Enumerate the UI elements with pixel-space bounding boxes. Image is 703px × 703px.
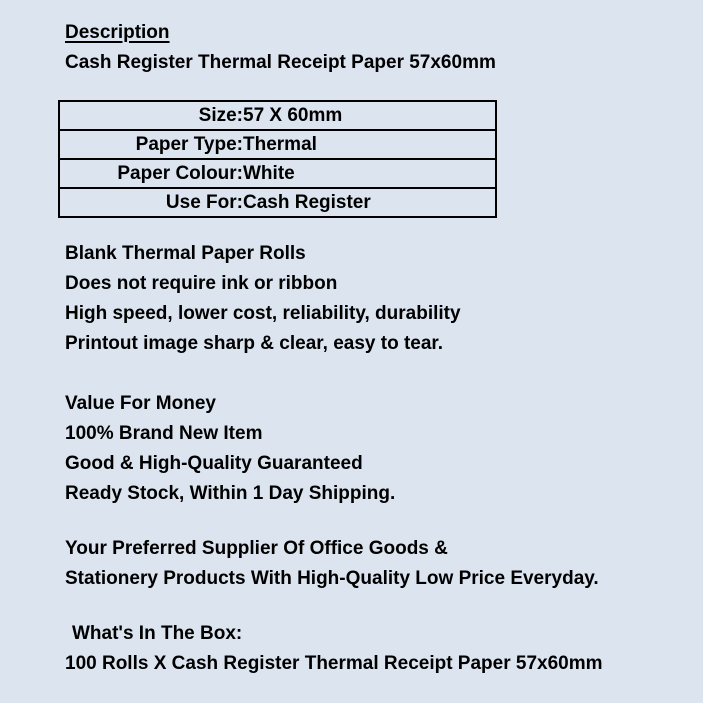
spec-label: Use For: bbox=[59, 188, 243, 217]
box-contents-heading: What's In The Box: bbox=[72, 623, 243, 644]
spec-value: 57 X 60mm bbox=[243, 104, 343, 126]
spec-row-paper-colour bbox=[59, 159, 496, 188]
spec-row-paper-type bbox=[59, 130, 496, 159]
text-line: Ready Stock, Within 1 Day Shipping. bbox=[65, 483, 396, 504]
text-line: Value For Money bbox=[65, 393, 216, 414]
text-line: Your Preferred Supplier Of Office Goods & bbox=[65, 538, 448, 559]
text-line: Blank Thermal Paper Rolls bbox=[65, 243, 306, 264]
text-line: Does not require ink or ribbon bbox=[65, 273, 338, 294]
spec-label: Size: bbox=[198, 104, 243, 126]
spec-table bbox=[58, 100, 497, 218]
product-title: Cash Register Thermal Receipt Paper 57x60mm bbox=[65, 52, 496, 73]
text-line: Good & High-Quality Guaranteed bbox=[65, 453, 363, 474]
spec-row-size bbox=[59, 101, 496, 130]
spec-value: White bbox=[243, 159, 496, 188]
text-line: High speed, lower cost, reliability, durability bbox=[65, 303, 461, 324]
spec-row-use-for bbox=[59, 188, 496, 217]
box-contents-line: 100 Rolls X Cash Register Thermal Receipt Paper 57x60mm bbox=[65, 653, 603, 674]
spec-value: Thermal bbox=[243, 130, 496, 159]
features-paragraph bbox=[65, 239, 703, 359]
spec-value: Cash Register bbox=[243, 188, 496, 217]
text-line: 100% Brand New Item bbox=[65, 423, 263, 444]
value-paragraph bbox=[65, 389, 703, 509]
spec-label: Paper Type: bbox=[59, 130, 243, 159]
supplier-paragraph bbox=[65, 534, 703, 594]
spec-label: Paper Colour: bbox=[59, 159, 243, 188]
text-line: Printout image sharp & clear, easy to tear. bbox=[65, 333, 444, 354]
section-title: Description bbox=[65, 22, 170, 43]
box-contents-paragraph bbox=[65, 619, 703, 679]
text-line: Stationery Products With High-Quality Low Price Everyday. bbox=[65, 568, 599, 589]
